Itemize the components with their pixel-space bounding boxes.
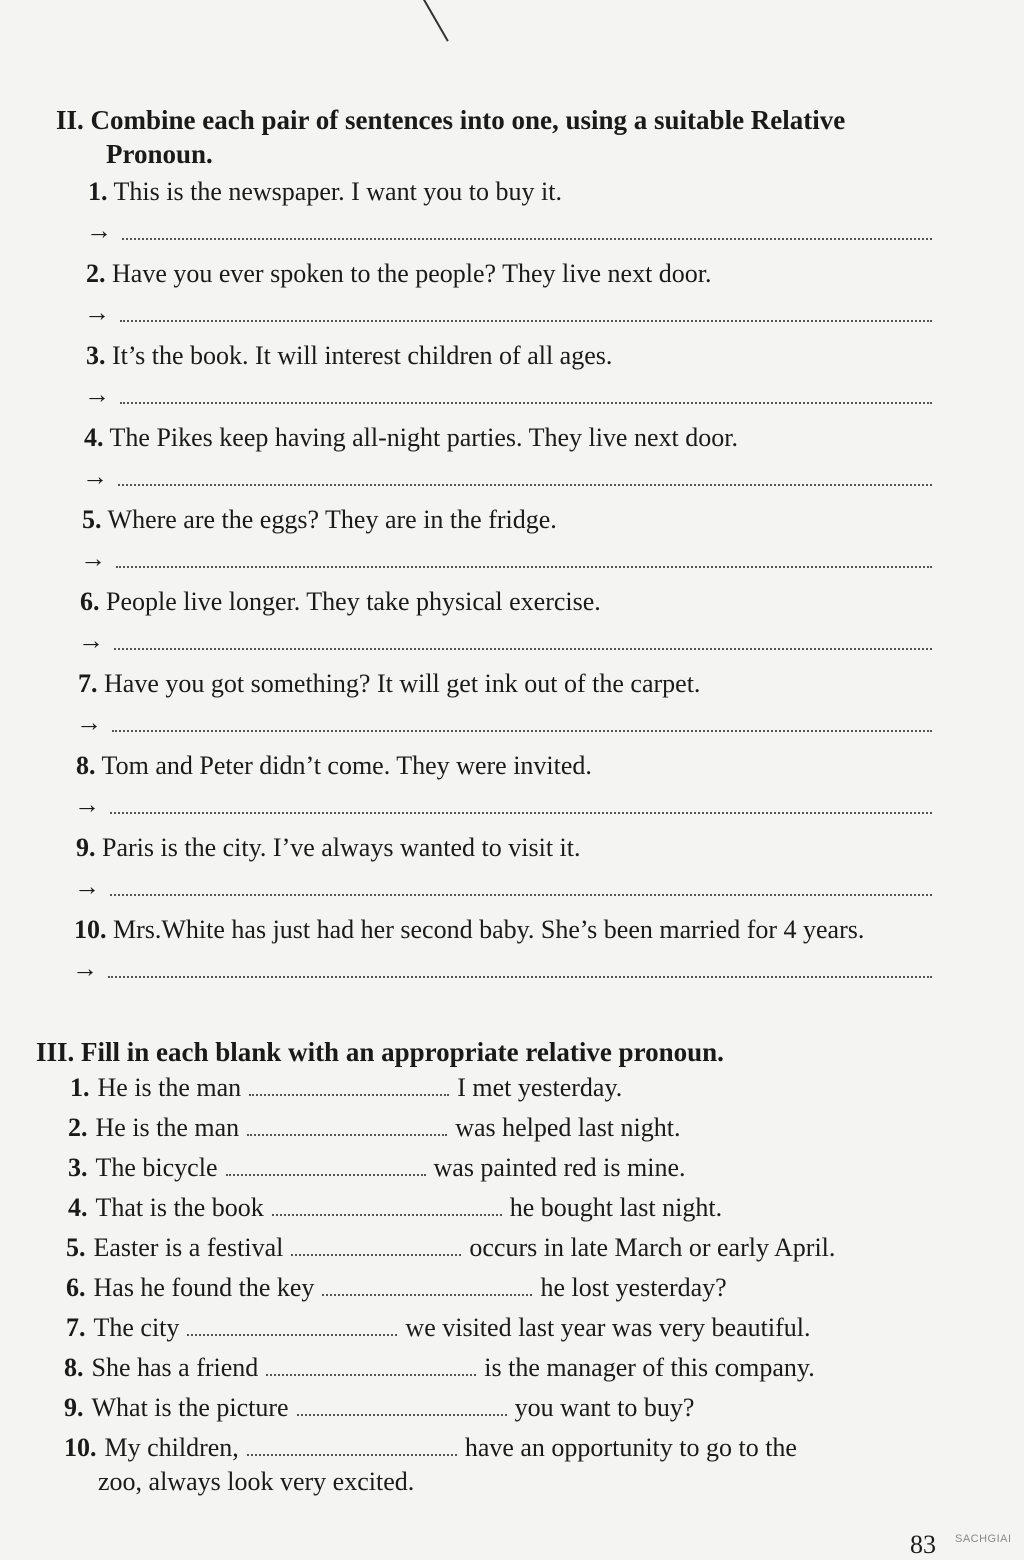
- exercise-2-item: [82, 504, 557, 536]
- fill-blank[interactable]: [291, 1236, 461, 1256]
- fill-blank[interactable]: [247, 1116, 447, 1136]
- fill-blank[interactable]: [272, 1196, 502, 1216]
- item-text-before: The city: [93, 1313, 180, 1342]
- item-number: 10.: [74, 915, 107, 944]
- item-text-after: was helped last night.: [455, 1113, 681, 1142]
- arrow-icon: →: [76, 708, 102, 737]
- arrow-icon: →: [80, 544, 106, 573]
- item-text-before: That is the book: [95, 1193, 264, 1222]
- watermark-logo: SACHGIAI: [955, 1533, 1012, 1545]
- fill-blank[interactable]: [226, 1156, 426, 1176]
- item-number: 4.: [68, 1193, 88, 1222]
- exercise-3-item: [68, 1112, 680, 1144]
- answer-line[interactable]: [86, 216, 932, 246]
- item-text: The Pikes keep having all-night parties. They live next door.: [109, 423, 738, 452]
- dotted-blank[interactable]: [120, 318, 932, 322]
- exercise-3-item: [64, 1392, 694, 1424]
- exercise-3-item: [66, 1232, 835, 1264]
- exercise-2-item: [76, 832, 581, 864]
- exercise-3-item: [68, 1192, 722, 1224]
- item-text-after: I met yesterday.: [457, 1073, 623, 1102]
- dotted-blank[interactable]: [116, 564, 932, 568]
- item-text: Tom and Peter didn’t come. They were invited.: [101, 751, 592, 780]
- item-text: Have you ever spoken to the people? They live next door.: [112, 259, 712, 288]
- answer-line[interactable]: [80, 544, 932, 574]
- item-text: Have you got something? It will get ink out of the carpet.: [104, 669, 701, 698]
- item-text-before: The bicycle: [95, 1153, 218, 1182]
- section-3-title: III. Fill in each blank with an appropriate relative pronoun.: [36, 1037, 724, 1067]
- dotted-blank[interactable]: [120, 400, 932, 404]
- item-number: 1.: [88, 177, 108, 206]
- arrow-icon: →: [74, 790, 100, 819]
- exercise-2-item: [76, 750, 592, 782]
- item-number: 6.: [66, 1273, 86, 1302]
- exercise-3-item: [68, 1152, 686, 1184]
- answer-line[interactable]: [84, 380, 932, 410]
- arrow-icon: →: [82, 462, 108, 491]
- page-number: 83: [910, 1530, 936, 1559]
- answer-line[interactable]: [74, 790, 932, 820]
- item-text-after: he bought last night.: [509, 1193, 723, 1222]
- item-text: Where are the eggs? They are in the fridge.: [107, 505, 557, 534]
- section-2-title: II. Combine each pair of sentences into one, using a suitable Relative: [56, 105, 846, 135]
- item-text-after: he lost yesterday?: [540, 1273, 727, 1302]
- item-number: 4.: [84, 423, 104, 452]
- dotted-blank[interactable]: [122, 236, 932, 240]
- item-text-before: Has he found the key: [93, 1273, 315, 1302]
- exercise-3-item: [66, 1312, 810, 1344]
- dotted-blank[interactable]: [112, 728, 932, 732]
- item-text: Mrs.White has just had her second baby. She’s been married for 4 years.: [113, 915, 865, 944]
- exercise-2-item: [86, 340, 612, 372]
- dotted-blank[interactable]: [108, 974, 932, 978]
- item-text-before: She has a friend: [91, 1353, 259, 1382]
- exercise-2-item: [78, 668, 700, 700]
- item-text-after: have an opportunity to go to the: [464, 1433, 797, 1462]
- dotted-blank[interactable]: [110, 892, 932, 896]
- arrow-icon: →: [74, 872, 100, 901]
- fill-blank[interactable]: [187, 1316, 397, 1336]
- dotted-blank[interactable]: [118, 482, 932, 486]
- item-text-before: Easter is a festival: [93, 1233, 284, 1262]
- item-text: It’s the book. It will interest children of all ages.: [112, 341, 613, 370]
- item-number: 2.: [68, 1113, 88, 1142]
- exercise-2-item: [84, 422, 738, 454]
- pen-mark: [423, 0, 449, 42]
- exercise-2-item: [86, 258, 712, 290]
- arrow-icon: →: [84, 380, 110, 409]
- exercise-3-item: [64, 1432, 797, 1464]
- item-number: 7.: [78, 669, 98, 698]
- item-number: 3.: [86, 341, 106, 370]
- exercise-2-item: [88, 176, 562, 208]
- section-2-title-cont: Pronoun.: [106, 139, 213, 169]
- item-text-after: you want to buy?: [514, 1393, 695, 1422]
- item-number: 9.: [64, 1393, 84, 1422]
- item-text-before: He is the man: [95, 1113, 240, 1142]
- item-text-before: My children,: [104, 1433, 239, 1462]
- arrow-icon: →: [78, 626, 104, 655]
- dotted-blank[interactable]: [110, 810, 932, 814]
- item-number: 10.: [64, 1433, 97, 1462]
- answer-line[interactable]: [78, 626, 932, 656]
- arrow-icon: →: [84, 298, 110, 327]
- item-text-before: What is the picture: [91, 1393, 289, 1422]
- fill-blank[interactable]: [322, 1276, 532, 1296]
- item-number: 2.: [86, 259, 106, 288]
- item-number: 8.: [76, 751, 96, 780]
- item-number: 5.: [82, 505, 102, 534]
- item-number: 3.: [68, 1153, 88, 1182]
- item-text-after: was painted red is mine.: [433, 1153, 686, 1182]
- answer-line[interactable]: [74, 872, 932, 902]
- exercise-3-item: [64, 1352, 815, 1384]
- dotted-blank[interactable]: [114, 646, 932, 650]
- exercise-3-item: [66, 1272, 727, 1304]
- answer-line[interactable]: [84, 298, 932, 328]
- item-text-after: we visited last year was very beautiful.: [405, 1313, 811, 1342]
- item-number: 8.: [64, 1353, 84, 1382]
- item-10-continuation: zoo, always look very excited.: [98, 1467, 415, 1496]
- item-number: 5.: [66, 1233, 86, 1262]
- item-text-after: occurs in late March or early April.: [469, 1233, 836, 1262]
- arrow-icon: →: [72, 954, 98, 983]
- item-text: Paris is the city. I’ve always wanted to visit it.: [102, 833, 581, 862]
- exercise-2-item: [74, 914, 864, 946]
- item-text: This is the newspaper. I want you to buy it.: [113, 177, 562, 206]
- answer-line[interactable]: [82, 462, 932, 492]
- item-number: 6.: [80, 587, 100, 616]
- exercise-2-item: [80, 586, 601, 618]
- fill-blank[interactable]: [266, 1356, 476, 1376]
- item-number: 7.: [66, 1313, 86, 1342]
- item-text-before: He is the man: [97, 1073, 242, 1102]
- item-number: 9.: [76, 833, 96, 862]
- fill-blank[interactable]: [249, 1076, 449, 1096]
- answer-line[interactable]: [72, 954, 932, 984]
- exercise-3-item: [70, 1072, 622, 1104]
- answer-line[interactable]: [76, 708, 932, 738]
- fill-blank[interactable]: [247, 1436, 457, 1456]
- fill-blank[interactable]: [297, 1396, 507, 1416]
- item-text: People live longer. They take physical exercise.: [106, 587, 601, 616]
- item-text-after: is the manager of this company.: [484, 1353, 815, 1382]
- item-number: 1.: [70, 1073, 90, 1102]
- arrow-icon: →: [86, 216, 112, 245]
